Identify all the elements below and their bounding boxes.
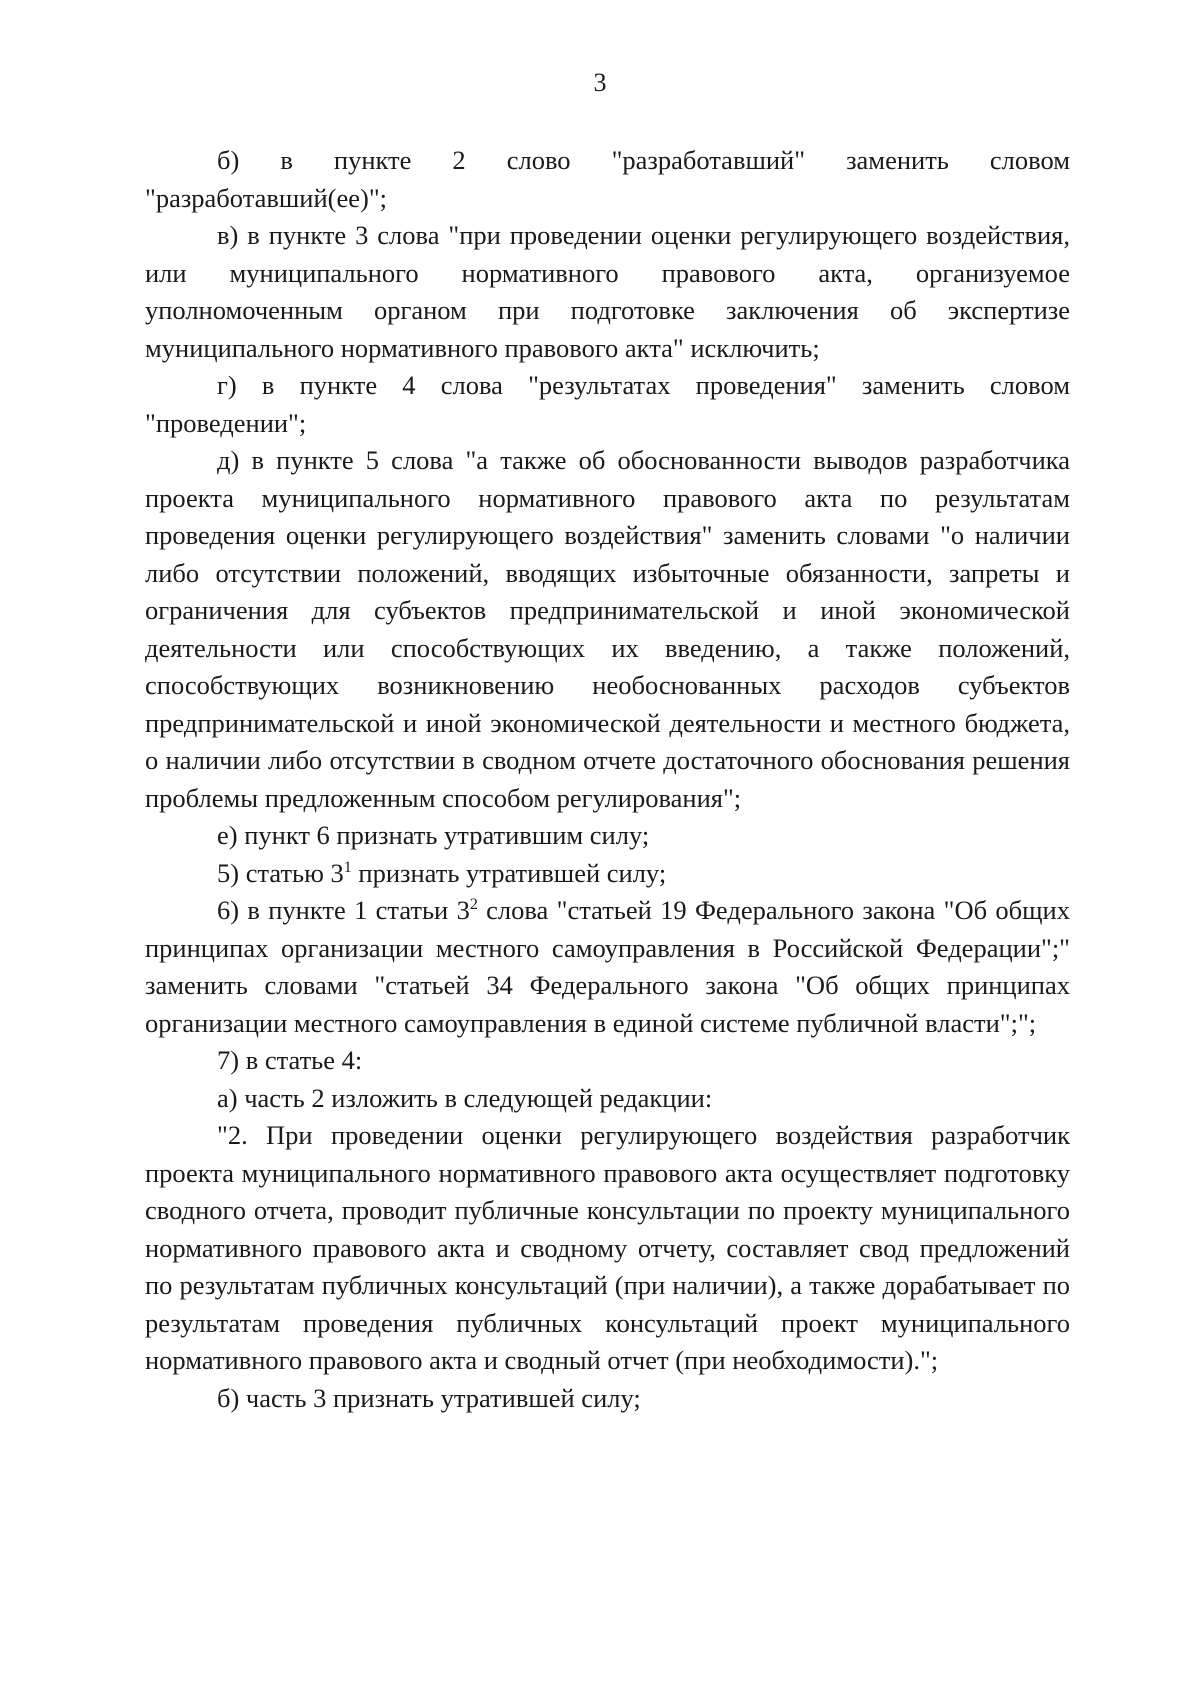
paragraph-5-article-3-1 (145, 855, 1070, 893)
paragraph-6-article-3-2 (145, 892, 1070, 1042)
paragraph-b-part-3: б) часть 3 признать утратившей силу; (217, 1382, 641, 1413)
paragraph-5-text-before: 5) статью 3 (217, 857, 344, 888)
document-body (145, 142, 1070, 1417)
paragraph-5-text-after: признать утратившей силу; (351, 857, 667, 888)
paragraph-quoted-part-2: "2. При проведении оценки регулирующего воздействия разработчик проекта муниципального нормативного правового акта осуществляет подготовку сводного отчета, проводит публичные консультации по проекту муниципального нормативного правового акта и сводному отчету, составляет свод предложений по результатам публичных консультаций (при наличии), а также дорабатывает по результатам проведения публичных консультаций проект муниципального нормативного правового акта и сводный отчет (при необходимости)."; (145, 1120, 1070, 1375)
superscript-2: 2 (469, 896, 478, 913)
paragraph-7-article-4: 7) в статье 4: (217, 1045, 363, 1075)
superscript-1: 1 (343, 858, 352, 876)
paragraph-g-item-4: г) в пункте 4 слова "результатах проведения" заменить словом "проведении"; (145, 370, 1070, 438)
paragraph-6-text-after: слова "статьей 19 Федерального закона "Об общих принципах организации местного самоуправления в Российской Федерации";" заменить словами "статьей 34 Федерального закона "Об общих принципах организации местного самоуправления в единой системе публичной власти";"; (145, 895, 1070, 1038)
page-number: 3 (593, 68, 607, 97)
paragraph-d-item-5: д) в пункте 5 слова "а также об обоснованности выводов разработчика проекта муниципального нормативного правового акта по результатам проведения оценки регулирующего воздействия" заменить словами "о наличии либо отсутствии положений, вводящих избыточные обязанности, запреты и ограничения для субъектов предпринимательской и иной экономической деятельности или способствующих их введению, а также положений, способствующих возникновению необоснованных расходов субъектов предпринимательской и иной экономической деятельности и местного бюджета, о наличии либо отсутствии в сводном отчете достаточного обоснования решения проблемы предложенным способом регулирования"; (145, 445, 1070, 813)
paragraph-b-item-2: б) в пункте 2 слово "разработавший" заменить словом "разработавший(ее)"; (145, 145, 1070, 213)
paragraph-6-text-before: 6) в пункте 1 статьи 3 (217, 895, 470, 925)
paragraph-v-item-3: в) в пункте 3 слова "при проведении оценки регулирующего воздействия, или муниципального нормативного правового акта, организуемое уполномоченным органом при подготовке заключения об экспертизе муниципального нормативного правового акта" исключить; (145, 220, 1070, 363)
paragraph-e-item-6: е) пункт 6 признать утратившим силу; (217, 820, 650, 850)
paragraph-a-part-2: а) часть 2 изложить в следующей редакции: (217, 1082, 713, 1113)
